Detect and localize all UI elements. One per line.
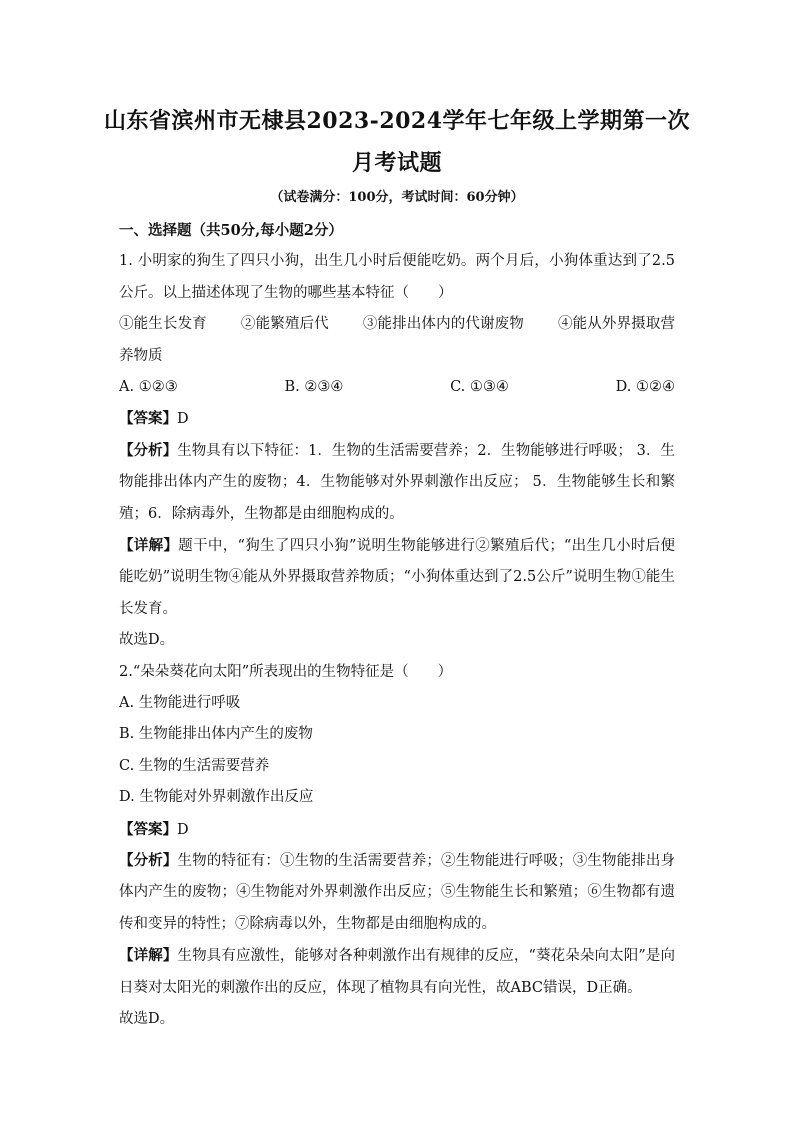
q1-option-b: B. ②③④ [284,379,344,396]
question-2-stem: 2.“朵朵葵花向太阳”所表现出的生物特征是（ ） [119,663,453,680]
q1-item-3: ③能排出体内的代谢废物 [362,316,524,333]
q1-analysis [119,435,675,530]
q1-option-a: A. ①②③ [119,379,178,396]
q2-answer [119,814,675,845]
q1-item-4: ④能从外界摄取营养物质 [119,316,676,364]
q2-analysis [119,845,675,940]
q2-conclusion: 故选D。 [119,1011,175,1027]
detail-text: 生物具有应激性，能够对各种刺激作出有规律的反应，“葵花朵朵向太阳”是向日葵对太阳光的刺激作出的反应，体现了植物具有向光性，故ABC错误，D正确。 [119,948,676,996]
q1-answer [119,403,675,434]
page-title-continued: 月考试题 [351,150,442,176]
answer-label: 【答案】 [119,410,177,428]
analysis-label: 【分析】 [119,851,178,869]
detail-text: 题干中，“狗生了四只小狗”说明生物能够进行②繁殖后代；“出生几小时后便能吃奶”说明生物④能从外界摄取营养物质；“小狗体重达到了2.5公斤”说明生物①能生长发育。 [119,538,675,617]
analysis-label: 【分析】 [119,441,178,459]
q2-option-a: A. 生物能进行呼吸 [119,695,241,712]
q2-detail [119,940,675,1004]
q2-option-d: D. 生物能对外界刺激作出反应 [119,789,314,806]
q2-option-b: B. 生物能排出体内产生的废物 [119,726,313,743]
exam-info: （试卷满分：100分，考试时间：60分钟） [270,190,524,205]
detail-label: 【详解】 [119,947,178,965]
question-1-options [119,372,675,403]
analysis-text: 生物具有以下特征：1．生物的生活需要营养；2．生物能够进行呼吸； 3．生物能排出体内产生的废物；4．生物能够对外界刺激作出反应； 5．生物能够生长和繁殖；6．除病毒外，生物都是由细胞构成的。 [119,442,675,522]
detail-label: 【详解】 [119,537,179,555]
q1-option-d: D. ①②④ [615,379,675,396]
question-1-items [119,309,675,372]
q1-detail [119,530,675,625]
analysis-text: 生物的特征有：①生物的生活需要营养；②生物能进行呼吸；③生物能排出身体内产生的废物；④生物能对外界刺激作出反应；⑤生物能生长和繁殖；⑥生物都有遗传和变异的特性；⑦除病毒以外，生物都是由细胞构成的。 [119,852,676,932]
answer-label: 【答案】 [119,820,177,838]
question-1-stem: 1. 小明家的狗生了四只小狗，出生几小时后便能吃奶。两个月后，小狗体重达到了2.5公斤。以上描述体现了生物的哪些基本特征（ ） [119,253,675,301]
exam-content [119,215,675,1035]
q1-conclusion: 故选D。 [119,632,175,649]
answer-value: D [177,411,189,428]
q2-option-c: C. 生物的生活需要营养 [119,757,270,774]
q1-item-1: ①能生长发育 [119,316,207,333]
page-title: 山东省滨州市无棣县2023-2024学年七年级上学期第一次 [103,108,691,134]
answer-value: D [177,821,189,838]
q1-item-2: ②能繁殖后代 [240,316,329,333]
q1-option-c: C. ①③④ [450,379,509,396]
section-heading: 一、选择题（共50分,每小题2分） [119,222,343,239]
